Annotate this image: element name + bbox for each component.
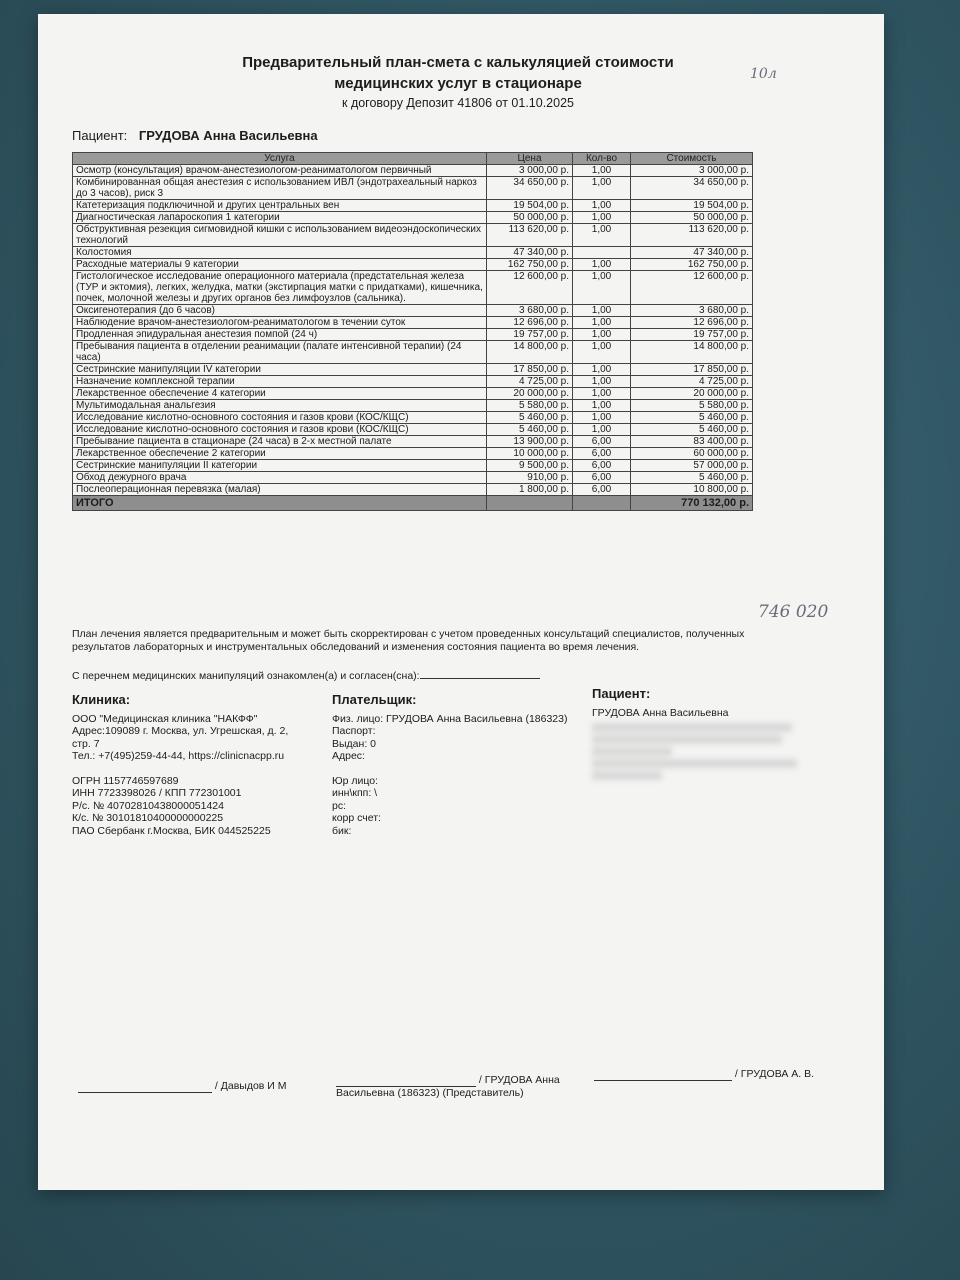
table-row — [73, 247, 753, 259]
cell-price: 5 460,00 р. — [487, 412, 573, 424]
table-row — [73, 376, 753, 388]
cell-qty: 6,00 — [573, 460, 631, 472]
cell-cost: 113 620,00 р. — [631, 224, 753, 247]
table-row — [73, 165, 753, 177]
cell-price: 3 680,00 р. — [487, 305, 573, 317]
cell-cost: 5 460,00 р. — [631, 412, 753, 424]
cell-cost: 17 850,00 р. — [631, 364, 753, 376]
table-row — [73, 317, 753, 329]
cell-cost: 162 750,00 р. — [631, 259, 753, 271]
header-service: Услуга — [73, 153, 487, 165]
cell-price: 50 000,00 р. — [487, 212, 573, 224]
total-label: ИТОГО — [73, 496, 487, 511]
cell-price: 3 000,00 р. — [487, 165, 573, 177]
cell-qty: 6,00 — [573, 472, 631, 484]
cell-qty: 6,00 — [573, 484, 631, 496]
cell-qty: 6,00 — [573, 448, 631, 460]
document-title: Предварительный план-смета с калькуляцией стоимости медицинских услуг в стационаре — [242, 54, 674, 92]
patient-block — [592, 688, 832, 783]
table-header-row — [73, 153, 753, 165]
cell-service: Лекарственное обеспечение 4 категории — [73, 388, 487, 400]
cell-service: Исследование кислотно-основного состояния и газов крови (КОС/КЩС) — [73, 412, 487, 424]
cell-cost: 5 580,00 р. — [631, 400, 753, 412]
clinic-heading: Клиника: — [72, 692, 131, 707]
cell-price: 5 580,00 р. — [487, 400, 573, 412]
handwritten-total: 746 020 — [758, 602, 829, 622]
cell-price: 1 800,00 р. — [487, 484, 573, 496]
cell-qty: 1,00 — [573, 224, 631, 247]
table-row — [73, 388, 753, 400]
table-row — [73, 329, 753, 341]
cell-qty: 1,00 — [573, 212, 631, 224]
patient-name: ГРУДОВА Анна Васильевна — [138, 128, 318, 143]
redacted-patient-details — [592, 723, 832, 780]
header-qty: Кол-во — [573, 153, 631, 165]
cell-cost: 34 650,00 р. — [631, 177, 753, 200]
cell-service: Оксигенотерапия (до 6 часов) — [73, 305, 487, 317]
cell-service: Продленная эпидуральная анестезия помпой (24 ч) — [73, 329, 487, 341]
cell-service: Исследование кислотно-основного состояния и газов крови (КОС/КЩС) — [73, 424, 487, 436]
table-row — [73, 177, 753, 200]
cell-cost: 14 800,00 р. — [631, 341, 753, 364]
cell-service: Обход дежурного врача — [73, 472, 487, 484]
table-row — [73, 484, 753, 496]
cell-qty: 1,00 — [573, 329, 631, 341]
payer-heading: Плательщик: — [332, 692, 417, 707]
table-row — [73, 448, 753, 460]
cell-cost: 19 504,00 р. — [631, 200, 753, 212]
cell-service: Лекарственное обеспечение 2 категории — [73, 448, 487, 460]
cell-service: Пребывание пациента в стационаре (24 часа) в 2-х местной палате — [73, 436, 487, 448]
table-body — [73, 165, 753, 496]
table-row — [73, 400, 753, 412]
plan-note: План лечения является предварительным и может быть скорректирован с учетом проведенных консультаций специалистов, полученных результатов лабораторных и инструментальных обследований и изменения состояния пациента во время лечения. — [72, 628, 745, 653]
patient-signature: / ГРУДОВА А. В. — [594, 1068, 814, 1081]
cell-service: Сестринские манипуляции II категории — [73, 460, 487, 472]
cell-qty: 6,00 — [573, 436, 631, 448]
table-row — [73, 341, 753, 364]
total-row — [73, 496, 753, 511]
cell-cost: 12 600,00 р. — [631, 271, 753, 305]
cell-price: 20 000,00 р. — [487, 388, 573, 400]
cell-service: Сестринские манипуляции IV категории — [73, 364, 487, 376]
cell-service: Катетеризация подключичной и других центральных вен — [73, 200, 487, 212]
cell-cost: 5 460,00 р. — [631, 424, 753, 436]
cell-qty: 1,00 — [573, 165, 631, 177]
cell-service: Мультимодальная анальгезия — [73, 400, 487, 412]
clinic-signature: / Давыдов И М — [78, 1080, 287, 1093]
table-row — [73, 271, 753, 305]
cell-cost: 3 680,00 р. — [631, 305, 753, 317]
table-row — [73, 200, 753, 212]
table-row — [73, 364, 753, 376]
cell-service: Гистологическое исследование операционного материала (предстательная железа (ТУР и эктомия), легких, желудка, матки (экстирпация матки с придатками), кишечника, почек, молочной железы и других органов без лимфоузлов (сальника). — [73, 271, 487, 305]
cell-price: 113 620,00 р. — [487, 224, 573, 247]
patient-line — [72, 128, 318, 143]
cell-price: 5 460,00 р. — [487, 424, 573, 436]
cell-cost: 83 400,00 р. — [631, 436, 753, 448]
cell-qty: 1,00 — [573, 341, 631, 364]
cell-cost: 4 725,00 р. — [631, 376, 753, 388]
table-row — [73, 224, 753, 247]
patient-label: Пациент: — [72, 128, 128, 143]
cell-cost: 10 800,00 р. — [631, 484, 753, 496]
cell-qty: 1,00 — [573, 305, 631, 317]
document-subtitle: к договору Депозит 41806 от 01.10.2025 — [342, 96, 574, 110]
cell-price: 9 500,00 р. — [487, 460, 573, 472]
table-row — [73, 436, 753, 448]
document-page — [38, 14, 884, 1190]
cell-service: Обструктивная резекция сигмовидной кишки с использованием видеоэндоскопических технологий — [73, 224, 487, 247]
services-table — [72, 152, 753, 511]
cell-service: Назначение комплексной терапии — [73, 376, 487, 388]
cell-price: 19 504,00 р. — [487, 200, 573, 212]
table-row — [73, 412, 753, 424]
cell-qty: 1,00 — [573, 424, 631, 436]
patient-heading: Пациент: — [592, 686, 651, 701]
cell-service: Расходные материалы 9 категории — [73, 259, 487, 271]
cell-qty: 1,00 — [573, 259, 631, 271]
cell-service: Наблюдение врачом-анестезиологом-реаниматологом в течении суток — [73, 317, 487, 329]
cell-service: Диагностическая лапароскопия 1 категории — [73, 212, 487, 224]
patient-block-name: ГРУДОВА Анна Васильевна — [592, 706, 729, 719]
cell-price: 910,00 р. — [487, 472, 573, 484]
cell-price: 14 800,00 р. — [487, 341, 573, 364]
consent-line: С перечнем медицинских манипуляций ознакомлен(а) и согласен(сна): — [72, 670, 540, 682]
cell-price: 47 340,00 р. — [487, 247, 573, 259]
header-price: Цена — [487, 153, 573, 165]
cell-price: 12 696,00 р. — [487, 317, 573, 329]
cell-service: Пребывания пациента в отделении реанимации (палате интенсивной терапии) (24 часа) — [73, 341, 487, 364]
cell-qty: 1,00 — [573, 317, 631, 329]
cell-service: Осмотр (консультация) врачом-анестезиологом-реаниматологом первичный — [73, 165, 487, 177]
cell-price: 12 600,00 р. — [487, 271, 573, 305]
cell-cost: 3 000,00 р. — [631, 165, 753, 177]
cell-price: 17 850,00 р. — [487, 364, 573, 376]
cell-qty: 1,00 — [573, 388, 631, 400]
header-cost: Стоимость — [631, 153, 753, 165]
table-row — [73, 460, 753, 472]
cell-cost: 60 000,00 р. — [631, 448, 753, 460]
cell-service: Колостомия — [73, 247, 487, 259]
cell-cost: 19 757,00 р. — [631, 329, 753, 341]
cell-qty — [573, 247, 631, 259]
cell-price: 34 650,00 р. — [487, 177, 573, 200]
table-row — [73, 424, 753, 436]
cell-qty: 1,00 — [573, 412, 631, 424]
total-value: 770 132,00 р. — [631, 496, 753, 511]
cell-price: 19 757,00 р. — [487, 329, 573, 341]
cell-qty: 1,00 — [573, 400, 631, 412]
handwritten-note: 10л — [750, 66, 777, 82]
table-row — [73, 212, 753, 224]
cell-qty: 1,00 — [573, 271, 631, 305]
cell-qty: 1,00 — [573, 364, 631, 376]
cell-qty: 1,00 — [573, 177, 631, 200]
cell-qty: 1,00 — [573, 376, 631, 388]
cell-price: 162 750,00 р. — [487, 259, 573, 271]
payer-block: Плательщик: Физ. лицо: ГРУДОВА Анна Васильевна (186323) Паспорт: Выдан: 0 Адрес: Юр лицо: инн\кпп: \ рс: корр счет: бик: — [332, 694, 582, 837]
cell-cost: 47 340,00 р. — [631, 247, 753, 259]
cell-service: Комбинированная общая анестезия с использованием ИВЛ (эндотрахеальный наркоз до 3 часов), риск 3 — [73, 177, 487, 200]
cell-price: 10 000,00 р. — [487, 448, 573, 460]
table-row — [73, 472, 753, 484]
cell-cost: 20 000,00 р. — [631, 388, 753, 400]
table-row — [73, 259, 753, 271]
payer-signature: / ГРУДОВА Анна Васильевна (186323) (Представитель) — [336, 1074, 560, 1099]
clinic-block: Клиника: ООО "Медицинская клиника "НАКФФ" Адрес:109089 г. Москва, ул. Угрешская, д. 2, стр. 7 Тел.: +7(495)259-44-44, https://clinicnacpp.ru ОГРН 1157746597689 ИНН 7723398026 / КПП 772301001 Р/с. № 40702810438000051424 К/с. № 30101810400000000225 ПАО Сбербанк г.Москва, БИК 044525225 — [72, 694, 322, 837]
cell-price: 4 725,00 р. — [487, 376, 573, 388]
cell-cost: 57 000,00 р. — [631, 460, 753, 472]
cell-qty: 1,00 — [573, 200, 631, 212]
cell-price: 13 900,00 р. — [487, 436, 573, 448]
cell-service: Послеоперационная перевязка (малая) — [73, 484, 487, 496]
cell-cost: 12 696,00 р. — [631, 317, 753, 329]
cell-cost: 50 000,00 р. — [631, 212, 753, 224]
table-row — [73, 305, 753, 317]
cell-cost: 5 460,00 р. — [631, 472, 753, 484]
